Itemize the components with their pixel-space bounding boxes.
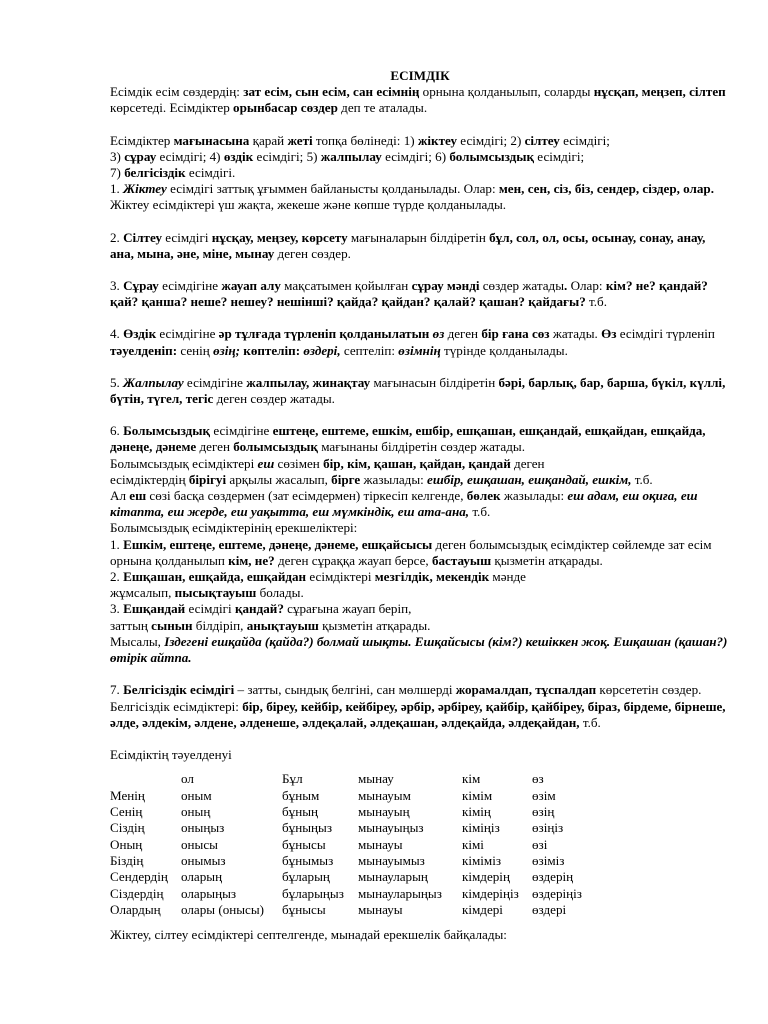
table-cell: Бұл [282,771,303,787]
table-cell: бұның [282,803,319,819]
table-row [110,788,602,804]
table-cell: өз [532,771,544,787]
table-cell: кімің [462,803,491,819]
possessive-table [110,771,602,919]
table-cell: оныңыз [181,820,225,836]
negative-definition: 6. Болымсыздық есімдігіне ештеңе, ештеме, ешкім, ешбір, ешқашан, ешқандай, ешқайдан, ешқайда, дәнеңе, дәнеме деген болымсыздық мағынаны білдіретін сөздер жатады. [110,423,706,455]
table-cell: өзіңіз [532,820,564,836]
section-3-interrogative: 3. Сұрау есімдігіне жауап алу мақсатымен қойылған сұрау мәнді сөздер жатады. Олар: кім? не? қандай? қай? қанша? неше? нешеу? нешінші? қайда? қайдан? қалай? қашан? қайдағы? т.б. [110,278,708,310]
negative-separate: Ал еш сөзі басқа сөздермен (зат есімдермен) тіркесіп келгенде, бөлек жазылады: еш адам, еш оқиға, еш кітапта, еш жерде, еш уақытта, еш мүмкіндік, еш ата-ана, т.б. [110,488,698,520]
table-cell: өздері [532,902,567,918]
table-cell: кімдері [462,902,503,918]
negative-feature-3: 3. Ешқандай есімдігі қандай? сұрағына жауап беріп, заттың сынын білдіріп, анықтауыш қызметін атқарады. [110,601,431,633]
table-row [110,902,602,918]
row-label-cell: Оның [110,836,143,852]
closing-line: Жіктеу, сілтеу есімдіктері септелгенде, мынадай ерекшелік байқалады: [110,926,507,942]
table-row [110,886,602,902]
spacer [110,310,730,326]
table-cell: ол [181,771,194,787]
row-label-cell: Сендердің [110,869,168,885]
page-title: ЕСІМДІК [390,68,450,83]
section-5-generalizing: 5. Жалпылау есімдігіне жалпылау, жинақтау мағынасын білдіретін бәрі, барлық, бар, барша, бүкіл, күллі, бүтін, түгел, тегіс деген сөздер жатады. [110,374,726,407]
document-page [110,68,730,943]
table-cell: бұныңыз [282,820,332,836]
table-cell: кімі [462,836,484,852]
table-cell: өздерің [532,869,574,885]
table-cell: мынауым [358,787,411,803]
table-cell: кімдеріңіз [462,885,519,901]
row-label-cell [110,771,181,787]
table-cell: онысы [181,836,218,852]
table-cell: мынауларыңыз [358,885,442,901]
table-row [110,804,602,820]
table-row [110,853,602,869]
section-2-demonstrative: 2. Сілтеу есімдігі нұсқау, меңзеу, көрсету мағыналарын білдіретін бұл, сол, ол, осы, осынау, сонау, анау, ана, мына, әне, міне, мынау деген сөздер. [110,229,706,261]
negative-formation: Болымсыздық есімдіктері еш сөзімен бір, кім, қашан, қайдан, қандай деген есімдіктердің бірігуі арқылы жасалып, бірге жазылады: ешбір, ешқашан, ешқандай, ешкім, т.б. [110,455,653,487]
table-cell: мынауы [358,902,403,918]
table-cell: бұным [282,787,320,803]
spacer [110,407,730,423]
row-label-cell: Біздің [110,853,144,869]
spacer [110,214,730,230]
table-cell: бұларың [282,869,330,885]
table-cell: өзім [532,787,556,803]
table-caption: Есімдіктің тәуелденуі [110,746,232,762]
table-cell: кім [462,771,481,787]
table-cell: бұнымыз [282,853,334,869]
table-cell: оным [181,787,212,803]
table-row [110,869,602,885]
spacer [110,262,730,278]
table-cell: өздеріңіз [532,885,582,901]
table-cell: кіміміз [462,853,502,869]
section-6-negative [110,423,730,666]
possessive-table-body [110,771,602,919]
row-label-cell: Олардың [110,902,161,918]
table-row [110,820,602,836]
negative-feature-1: 1. Ешкім, ештеңе, ештеме, дәнеңе, дәнеме, ешқайсысы деген болымсыздық есімдіктер сөйлемде зат есім орнына қолданылып кім, не? деген сұраққа жауап берсе, бастауыш қызметін атқарады. [110,536,712,568]
negative-example: Мысалы, Іздегені ешқайда (қайда?) болмай шықты. Ешқайсысы (кім?) кешіккен жоқ. Ешқашан (қашан?) өтірік айтпа. [110,633,728,666]
table-cell: оларың [181,869,223,885]
table-cell: бұнысы [282,836,326,852]
table-cell: өзің [532,803,555,819]
table-cell: мынауың [358,803,410,819]
section-1-personal: 1. Жіктеу есімдігі заттық ұғыммен байланысты қолданылады. Олар: мен, сен, сіз, біз, сендер, сіздер, олар. Жіктеу есімдіктері үш жақта, жекеше және көпше түрде қолданылады. [110,181,714,213]
table-row [110,837,602,853]
table-cell: мынауымыз [358,853,425,869]
row-label-cell: Менің [110,787,145,803]
spacer [110,731,730,747]
table-cell: бұларыңыз [282,885,344,901]
table-cell: кіміңіз [462,820,500,836]
negative-feature-2: 2. Ешқашан, ешқайда, ешқайдан есімдіктері мезгілдік, мекендік мәнде жұмсалып, пысықтауыш болады. [110,569,526,601]
row-label-cell: Сіздердің [110,885,164,901]
table-cell: мынауларың [358,869,428,885]
section-4-reflexive: 4. Өздік есімдігіне әр тұлғада түрленіп қолданылатын өз деген бір ғана сөз жатады. Өз есімдігі түрленіп тәуелденіп: сенің өзің; көптеліп: өздері, септеліп: өзімнің түрінде қолданылады. [110,326,715,358]
table-cell: мынау [358,771,394,787]
row-label-cell: Сіздің [110,820,145,836]
table-cell: олары (онысы) [181,902,265,918]
spacer [110,359,730,375]
groups-paragraph: Есімдіктер мағынасына қарай жеті топқа бөлінеді: 1) жіктеу есімдігі; 2) сілтеу есімдігі; 3) сұрау есімдігі; 4) өздік есімдігі; 5) жалпылау есімдігі; 6) болымсыздық есімдігі; 7) белгісіздік есімдігі. [110,132,610,181]
row-label-cell: Сенің [110,803,143,819]
intro-paragraph: Есімдік есім сөздердің: зат есім, сын есім, сан есімнің орнына қолданылып, соларды нұсқап, меңзеп, сілтеп көрсетеді. Есімдіктер орынбасар сөздер деп те аталады. [110,84,726,116]
spacer [110,666,730,682]
table-cell: бұнысы [282,902,326,918]
table-cell: өзі [532,836,548,852]
table-cell: мынауыңыз [358,820,424,836]
table-cell: мынауы [358,836,403,852]
section-7-indefinite: 7. Белгісіздік есімдігі – затты, сындық белгіні, сан мөлшерді жорамалдап, тұспалдап көрсететін сөздер. Белгісіздік есімдіктері: бір, біреу, кейбір, кейбіреу, әрбір, әрбіреу, қайбір, қайбіреу, біраз, бірдеме, бірнеше, әлде, әлдекім, әлдене, әлденеше, әлдеқалай, әлдеқашан, әлдеқайда, әлдеқайдан, т.б. [110,682,726,730]
spacer [110,117,730,133]
table-cell: кімім [462,787,493,803]
table-cell: өзіміз [532,853,565,869]
table-header-row [110,771,602,787]
spacer [110,919,730,927]
negative-features-heading: Болымсыздық есімдіктерінің ерекшеліктері: [110,520,358,536]
table-cell: онымыз [181,853,226,869]
table-cell: оның [181,803,211,819]
table-cell: оларыңыз [181,885,237,901]
table-cell: кімдерің [462,869,510,885]
